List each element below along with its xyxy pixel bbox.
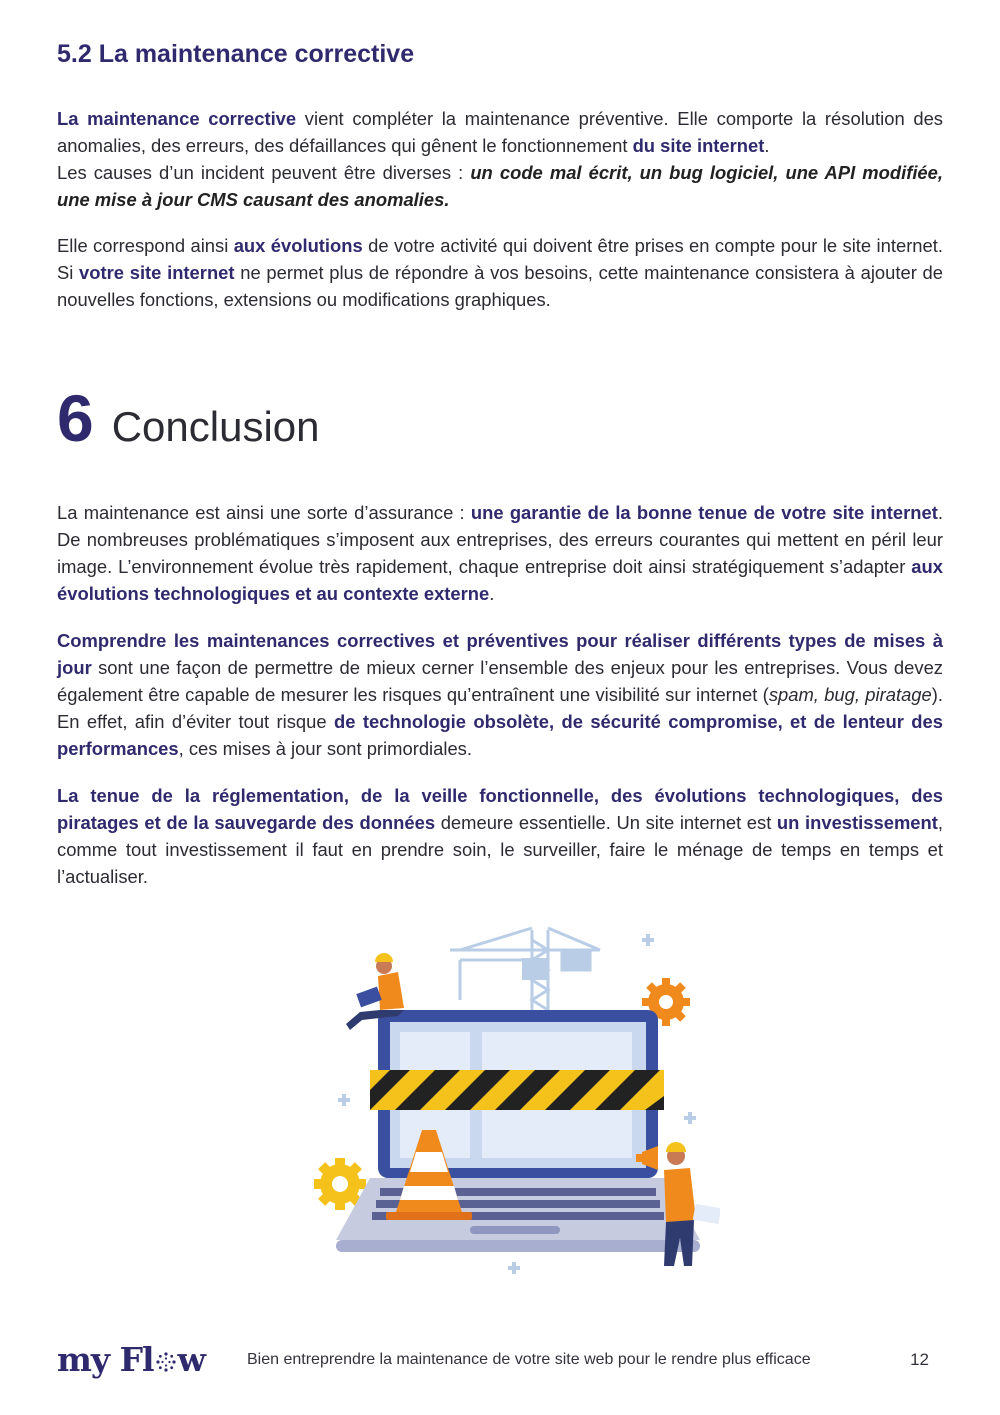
maintenance-illustration bbox=[300, 920, 720, 1290]
crane-icon bbox=[450, 928, 600, 1010]
chapter-title: Conclusion bbox=[111, 403, 320, 450]
paragraph-evolutions: Elle correspond ainsi aux évolutions de votre activité qui doivent être prises en compte pour le site internet. Si votre site internet ne permet plus de répondre à vos besoins, cette maintenance consistera à ajouter de nouvelles fonctions, extensions ou modifications graphiques. bbox=[57, 235, 943, 310]
section-body bbox=[57, 105, 943, 313]
page-number: 12 bbox=[910, 1350, 929, 1369]
paragraph-causes: Les causes d’un incident peuvent être diverses : un code mal écrit, un bug logiciel, une API modifiée, une mise à jour CMS causant des anomalies. bbox=[57, 162, 943, 210]
logo-dots-icon bbox=[155, 1351, 177, 1373]
italic-causes: un code mal écrit, un bug logiciel, une API modifiée, une mise à jour CMS causant des anomalies. bbox=[57, 162, 943, 210]
worker-icon bbox=[664, 1142, 720, 1266]
paragraph-comprendre: Comprendre les maintenances correctives et préventives pour réaliser différents types de mises à jour sont une façon de permettre de mieux cerner l’ensemble des enjeux pour les entreprises. Vous devez également être capable de mesurer les risques qu’entraînent une visibilité sur internet (spam, bug, piratage). En effet, afin d’éviter tout risque de technologie obsolète, de sécurité compromise, et de lenteur des performances, ces mises à jour sont primordiales. bbox=[57, 630, 943, 759]
paragraph-corrective-intro: La maintenance corrective vient compléter la maintenance préventive. Elle comporte la résolution des anomalies, des erreurs, des défaillances qui gênent le fonctionnement du site internet. bbox=[57, 108, 943, 156]
bold-term: du site internet bbox=[632, 135, 765, 156]
bold-term: La maintenance corrective bbox=[57, 108, 297, 129]
footer-tagline: Bien entreprendre la maintenance de votre site web pour le rendre plus efficace bbox=[247, 1351, 811, 1368]
page-footer bbox=[57, 1338, 943, 1382]
brand-logo bbox=[57, 1338, 205, 1382]
chapter-number: 6 bbox=[57, 381, 94, 455]
section-heading: 5.2 La maintenance corrective bbox=[57, 40, 415, 68]
caution-tape-icon bbox=[370, 1070, 664, 1110]
paragraph-reglementation: La tenue de la réglementation, de la veille fonctionnelle, des évolutions technologiques, des piratages et de la sauvegarde des données demeure essentielle. Un site internet est un investissement, comme tout investissement il faut en prendre soin, le surveiller, faire le ménage de temps en temps et l’actualiser. bbox=[57, 785, 944, 887]
chapter-heading bbox=[57, 378, 320, 458]
paragraph-assurance: La maintenance est ainsi une sorte d’assurance : une garantie de la bonne tenue de votre site internet. De nombreuses problématiques s’imposent aux entreprises, des erreurs courantes qui mettent en péril leur image. L’environnement évolue très rapidement, chaque entreprise doit ainsi stratégiquement s’adapter aux évolutions technologiques et au contexte externe. bbox=[57, 502, 943, 604]
conclusion-body bbox=[57, 499, 943, 890]
logo-text-left: my Fl bbox=[57, 1340, 154, 1379]
logo-text-right: w bbox=[177, 1340, 205, 1379]
